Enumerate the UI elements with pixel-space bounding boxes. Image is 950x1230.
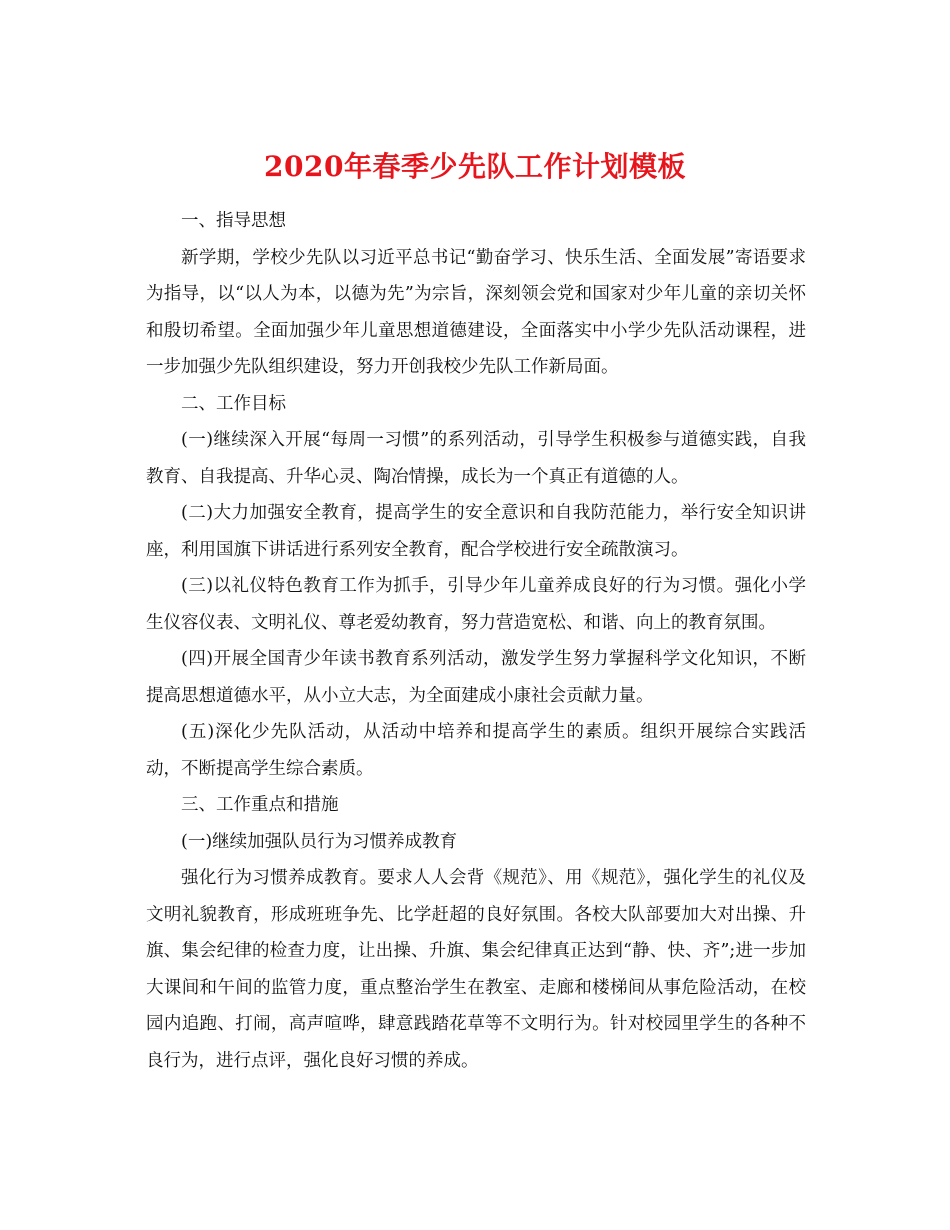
paragraph-guiding-ideology: 新学期，学校少先队以习近平总书记“勤奋学习、快乐生活、全面发展”寄语要求为指导，以“以人为本，以德为先”为宗旨，深刻领会党和国家对少年儿童的亲切关怀和殷切希望。全面加强少年儿童思想道德建设，全面落实中小学少先队活动课程，进一步加强少先队组织建设，努力开创我校少先队工作新局面。 [146,247,806,377]
heading-work-goals: 二、工作目标 [181,393,286,414]
document-body [146,203,806,1079]
paragraph-goal-1: (一)继续深入开展“每周一习惯”的系列活动，引导学生积极参与道德实践，自我教育、自我提高、升华心灵、陶冶情操，成长为一个真正有道德的人。 [146,430,806,487]
paragraph-goal-5: (五)深化少先队活动，从活动中培养和提高学生的素质。组织开展综合实践活动，不断提高学生综合素质。 [146,722,806,779]
paragraph-goal-3: (三)以礼仪特色教育工作为抓手，引导少年儿童养成良好的行为习惯。强化小学生仪容仪表、文明礼仪、尊老爱幼教育，努力营造宽松、和谐、向上的教育氛围。 [146,576,806,633]
heading-key-measures: 三、工作重点和措施 [181,795,339,815]
document-title: 2020年春季少先队工作计划模板 [264,149,686,183]
heading-guiding-ideology: 一、指导思想 [181,211,286,231]
paragraph-goal-2: (二)大力加强安全教育，提高学生的安全意识和自我防范能力，举行安全知识讲座，利用国旗下讲话进行系列安全教育，配合学校进行安全疏散演习。 [146,503,806,560]
paragraph-measure-1: 强化行为习惯养成教育。要求人人会背《规范》、用《规范》，强化学生的礼仪及文明礼貌教育，形成班班争先、比学赶超的良好氛围。各校大队部要加大对出操、升旗、集会纪律的检查力度，让出操、升旗、集会纪律真正达到“静、快、齐”;进一步加大课间和午间的监管力度，重点整治学生在教室、走廊和楼梯间从事危险活动，在校园内追跑、打闹，高声喧哗，肆意践踏花草等不文明行为。针对校园里学生的各种不良行为，进行点评，强化良好习惯的养成。 [146,868,806,1071]
paragraph-goal-4: (四)开展全国青少年读书教育系列活动，激发学生努力掌握科学文化知识，不断提高思想道德水平，从小立大志，为全面建成小康社会贡献力量。 [146,649,806,706]
subheading-measure-1: (一)继续加强队员行为习惯养成教育 [181,831,458,852]
